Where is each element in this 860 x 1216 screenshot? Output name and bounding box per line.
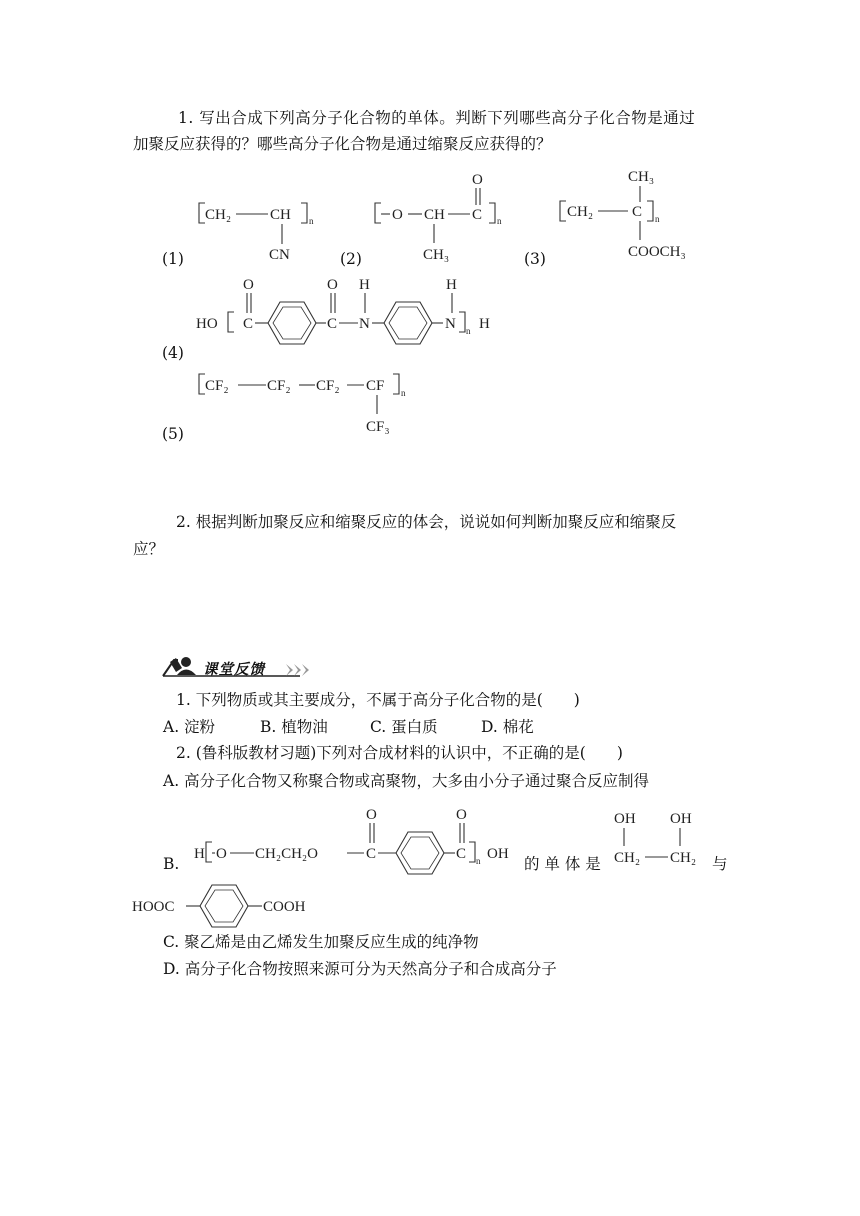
fb-q2-optB-end: 与 bbox=[712, 855, 728, 873]
fb-q1-optA: A. 淀粉 bbox=[163, 718, 216, 736]
s2-ch3: CH₃ bbox=[423, 247, 450, 263]
chevron-icon bbox=[286, 664, 293, 676]
s4-n1: N bbox=[359, 316, 370, 332]
s3-c: C bbox=[632, 204, 643, 220]
s5-cf: CF bbox=[366, 378, 385, 394]
chevron-icon bbox=[294, 664, 301, 676]
bracket-right bbox=[301, 203, 307, 223]
fb-q2-optB-mid: 的 单 体 是 bbox=[524, 855, 601, 873]
benzene-ring-1 bbox=[268, 302, 316, 344]
s5-n: n bbox=[401, 388, 406, 398]
structure-4 bbox=[196, 277, 490, 344]
bracket-right bbox=[469, 842, 475, 862]
fb-q2: 2. (鲁科版教材习题)下列对合成材料的认识中，不正确的是( ) bbox=[176, 744, 623, 762]
feedback-title: 课堂反馈 bbox=[203, 662, 265, 678]
fb-q2-optC: C. 聚乙烯是由乙烯发生加聚反应生成的纯净物 bbox=[163, 933, 479, 951]
gl-ch2b: CH₂ bbox=[670, 850, 697, 866]
glycol-structure bbox=[614, 811, 696, 866]
s2-ch: CH bbox=[424, 207, 445, 223]
s5-cf3: CF₃ bbox=[366, 419, 390, 435]
label-3: (3) bbox=[524, 250, 546, 268]
s2-o-top: O bbox=[472, 172, 483, 188]
q2-line2: 应？ bbox=[133, 540, 165, 558]
q1-line1: 1. 写出合成下列高分子化合物的单体。判断下列哪些高分子化合物是通过 bbox=[178, 109, 696, 127]
bracket-right bbox=[489, 203, 495, 223]
label-2: (2) bbox=[340, 250, 362, 268]
fb-q1: 1. 下列物质或其主要成分，不属于高分子化合物的是( ) bbox=[176, 691, 580, 709]
gl-oh2: OH bbox=[670, 811, 692, 827]
pe-h: H bbox=[194, 846, 205, 862]
structure-5 bbox=[199, 374, 406, 435]
label-4: (4) bbox=[162, 344, 184, 362]
benzene-ring bbox=[200, 885, 248, 927]
gl-oh1: OH bbox=[614, 811, 636, 827]
label-5: (5) bbox=[162, 425, 184, 443]
s1-n: n bbox=[309, 216, 314, 226]
pe-c1: C bbox=[366, 846, 377, 862]
s4-h2: H bbox=[446, 277, 457, 293]
fb-q2-optA: A. 高分子化合物又称聚合物或高聚物，大多由小分子通过聚合反应制得 bbox=[163, 772, 650, 790]
pe-o-top2: O bbox=[456, 807, 467, 823]
fb-q1-optB: B. 植物油 bbox=[260, 718, 328, 736]
benzene-ring-2 bbox=[384, 302, 432, 344]
s4-n2: N bbox=[445, 316, 456, 332]
bracket-right bbox=[393, 374, 399, 394]
structure-3 bbox=[560, 169, 686, 260]
pe-oh: OH bbox=[487, 846, 509, 862]
fb-q1-optC: C. 蛋白质 bbox=[370, 718, 438, 736]
terephthalic-structure bbox=[132, 885, 306, 927]
s4-ho: HO bbox=[196, 316, 218, 332]
s4-h-end: H bbox=[479, 316, 490, 332]
s3-cooch3: COOCH₃ bbox=[628, 244, 686, 260]
person-icon bbox=[181, 657, 191, 667]
q2-line1: 2. 根据判断加聚反应和缩聚反应的体会，说说如何判断加聚反应和缩聚反 bbox=[176, 513, 677, 531]
label-1: (1) bbox=[162, 250, 184, 268]
tp-cooh: COOH bbox=[263, 899, 306, 915]
bracket-right bbox=[647, 201, 653, 221]
bracket-left bbox=[375, 203, 381, 223]
pe-o-top1: O bbox=[366, 807, 377, 823]
s3-n: n bbox=[655, 214, 660, 224]
s5-cf2c: CF₂ bbox=[316, 378, 340, 394]
s2-c: C bbox=[472, 207, 483, 223]
s2-o-text: O bbox=[392, 207, 403, 223]
s3-ch2: CH₂ bbox=[567, 204, 594, 220]
s4-h1: H bbox=[359, 277, 370, 293]
benzene-ring bbox=[396, 832, 444, 874]
fb-q2-optB-label: B. bbox=[163, 855, 180, 873]
s4-c2: C bbox=[327, 316, 338, 332]
s4-o1: O bbox=[243, 277, 254, 293]
chevron-icon bbox=[302, 664, 309, 676]
fb-q1-optD: D. 棉花 bbox=[481, 718, 534, 736]
fb-q2-optD: D. 高分子化合物按照来源可分为天然高分子和合成高分子 bbox=[163, 960, 557, 978]
s1-ch: CH bbox=[270, 207, 291, 223]
pe-n: n bbox=[476, 856, 481, 866]
gl-ch2a: CH₂ bbox=[614, 850, 641, 866]
bracket-left bbox=[206, 842, 212, 862]
s4-c1: C bbox=[243, 316, 254, 332]
bracket-right bbox=[459, 312, 465, 332]
polyester-structure bbox=[194, 807, 509, 874]
bracket-left bbox=[228, 312, 234, 332]
s4-n: n bbox=[466, 326, 471, 336]
s3-ch3: CH₃ bbox=[628, 169, 655, 185]
s2-n: n bbox=[497, 216, 502, 226]
structure-2 bbox=[375, 172, 502, 263]
bracket-left bbox=[560, 201, 566, 221]
q1-line2: 加聚反应获得的？哪些高分子化合物是通过缩聚反应获得的？ bbox=[133, 135, 552, 153]
structure-1 bbox=[199, 203, 314, 263]
pe-o1: O bbox=[216, 846, 227, 862]
s1-ch2: CH₂ bbox=[205, 207, 232, 223]
s1-cn: CN bbox=[269, 247, 290, 263]
pe-c2: C bbox=[456, 846, 467, 862]
s5-cf2a: CF₂ bbox=[205, 378, 229, 394]
pe-ch2ch2o: CH₂CH₂O bbox=[255, 846, 318, 862]
s4-o2: O bbox=[327, 277, 338, 293]
tp-hooc: HOOC bbox=[132, 899, 175, 915]
s5-cf2b: CF₂ bbox=[267, 378, 291, 394]
